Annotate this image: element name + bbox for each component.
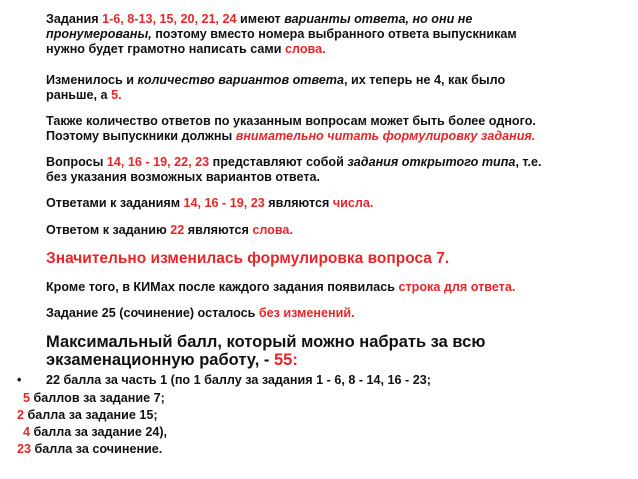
text-line (46, 88, 631, 103)
emphasis: количество вариантов ответа (137, 73, 344, 87)
text-line (46, 73, 631, 88)
text: , т.е. (515, 155, 542, 169)
emphasis: задания открытого типа (347, 155, 516, 169)
text: балла за задание 24), (30, 425, 168, 439)
task-numbers: 14, 16 - 19, 22, 23 (106, 155, 210, 169)
highlight: числа. (332, 196, 374, 210)
max-score: 55: (274, 351, 298, 369)
text: , их теперь не 4, как было (343, 73, 506, 87)
text: Поэтому выпускники должны (46, 129, 236, 143)
points: 4 (23, 425, 31, 439)
highlight: слова. (284, 42, 326, 56)
text: Изменилось и (46, 73, 138, 87)
points: 2 (17, 408, 25, 422)
paragraph-number-answers (46, 196, 631, 211)
text: Также количество ответов по указанным вопросам может быть более одного. (46, 114, 536, 128)
text-line (46, 114, 631, 129)
text: нужно будет грамотно написать сами (46, 42, 285, 56)
list-item (23, 391, 165, 406)
list-item (46, 373, 431, 388)
emphasis: варианты ответа, но они не (284, 12, 473, 26)
list-item (17, 408, 158, 423)
highlight: 5. (111, 88, 122, 102)
text: Задание 25 (сочинение) осталось (46, 306, 259, 320)
emphasis: пронумерованы, (46, 27, 152, 41)
text-line (46, 351, 485, 369)
text: баллов за задание 7; (30, 391, 165, 405)
text: являются (184, 223, 253, 237)
text: Задания (46, 12, 103, 26)
paragraph-answer-options (46, 12, 631, 57)
text: имеют (236, 12, 285, 26)
highlight: внимательно читать формулировку задания. (235, 129, 536, 143)
text-line (46, 196, 631, 211)
highlight: слова. (252, 223, 293, 237)
paragraph-essay (46, 306, 631, 321)
text-line (46, 129, 631, 144)
text: балла за сочинение. (31, 442, 163, 456)
text-line (46, 223, 631, 238)
paragraph-multiple-answers (46, 114, 631, 144)
paragraph-open-questions (46, 155, 631, 185)
highlight: Значительно изменилась формулировка вопроса 7. (46, 250, 450, 267)
max-score-heading (46, 333, 485, 369)
text-line (46, 306, 631, 321)
text: Ответом к заданию (46, 223, 171, 237)
text: поэтому вместо номера выбранного ответа выпускникам (151, 27, 517, 41)
text-line (46, 280, 631, 295)
task-numbers: 1-6, 8-13, 15, 20, 21, 24 (102, 12, 237, 26)
points: 5 (23, 391, 31, 405)
text-line (46, 12, 631, 27)
text: представляют собой (209, 155, 348, 169)
paragraph-options-count (46, 73, 631, 103)
text: экзаменационную работу, - (46, 351, 274, 369)
text: балла за задание 15; (24, 408, 158, 422)
task-numbers: 14, 16 - 19, 23 (183, 196, 265, 210)
text: Ответами к заданиям (46, 196, 184, 210)
text-line (46, 170, 631, 185)
list-item (23, 425, 167, 440)
task-numbers: 22 (170, 223, 185, 237)
text: являются (264, 196, 333, 210)
paragraph-answer-line (46, 280, 631, 295)
text: без указания возможных вариантов ответа. (46, 170, 321, 184)
text: Максимальный балл, который можно набрать за всю (46, 333, 486, 351)
paragraph-question-7 (46, 250, 631, 267)
text-line (46, 42, 631, 57)
text-line (46, 27, 631, 42)
list-item (17, 442, 162, 457)
paragraph-word-answers (46, 223, 631, 238)
text: Кроме того, в КИМах после каждого задания появилась (46, 280, 399, 294)
highlight: строка для ответа. (398, 280, 516, 294)
text: раньше, а (46, 88, 112, 102)
highlight: без изменений. (258, 306, 355, 320)
points: 23 (17, 442, 32, 456)
bullet-icon: • (17, 373, 22, 387)
text: Вопросы (46, 155, 107, 169)
text: 22 балла за часть 1 (по 1 баллу за задания 1 - 6, 8 - 14, 16 - 23; (46, 373, 431, 387)
text-line (46, 155, 631, 170)
